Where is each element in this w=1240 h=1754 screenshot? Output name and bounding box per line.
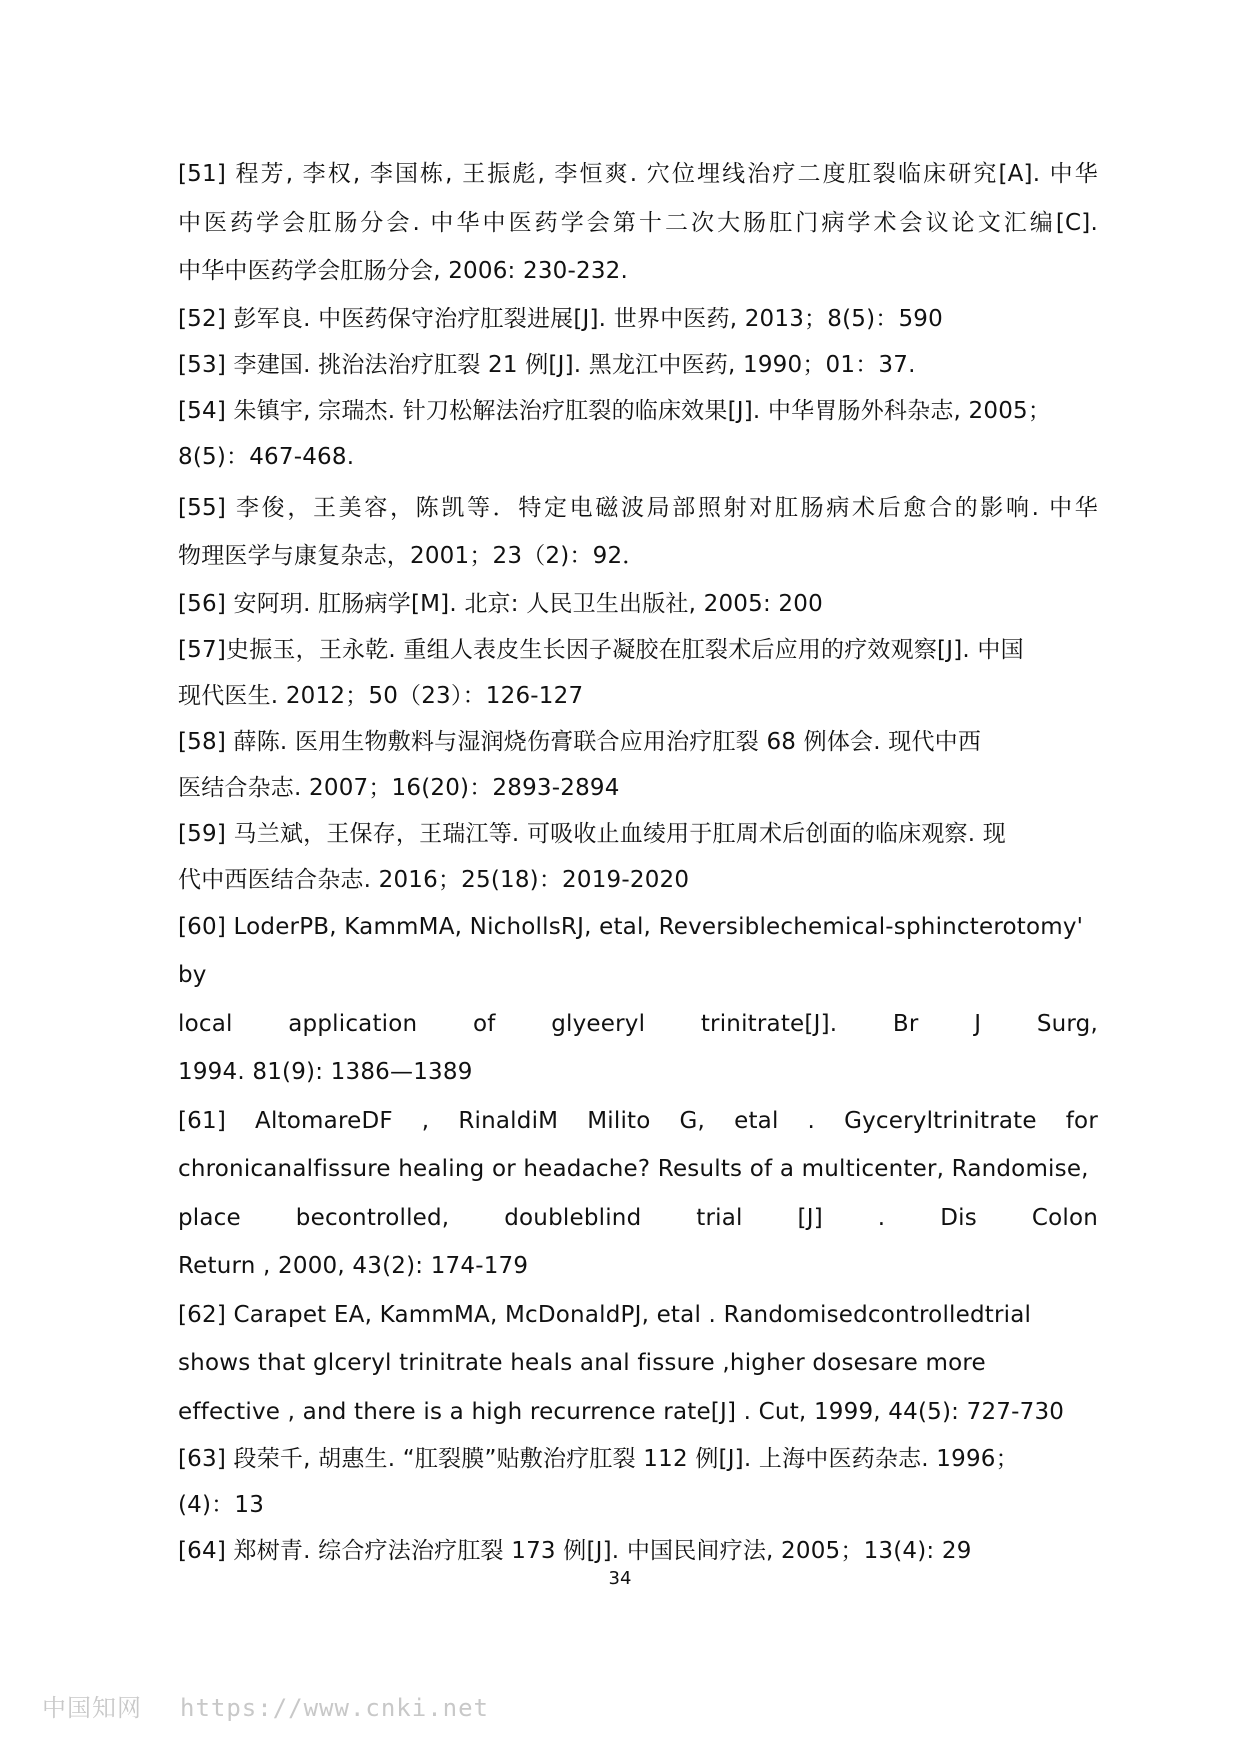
- reference-line: chronicanalfissure healing or headache? Results of a multicenter, Randomise,: [178, 1156, 1089, 1182]
- reference-line: shows that glceryl trinitrate heals anal fissure ,higher dosesare more: [178, 1350, 986, 1376]
- reference-62: [178, 1291, 1098, 1437]
- reference-56: [178, 581, 1098, 627]
- reference-line: effective , and there is a high recurrence rate[J] . Cut, 1999, 44(5): 727-730: [178, 1398, 1065, 1425]
- reference-line: [56] 安阿玥. 肛肠病学[M]. 北京: 人民卫生出版社, 2005: 200: [178, 590, 823, 617]
- reference-line: [57]史振玉，王永乾. 重组人表皮生长因子凝胶在肛裂术后应用的疗效观察[J]. 中国: [178, 636, 1024, 663]
- reference-list: [178, 150, 1098, 1574]
- reference-line: [55] 李俊，王美容，陈凯等．特定电磁波局部照射对肛肠病术后愈合的影响. 中华: [178, 494, 1098, 521]
- watermark-url: https://www.cnki.net: [180, 1694, 489, 1722]
- reference-line: [58] 薛陈. 医用生物敷料与湿润烧伤膏联合应用治疗肛裂 68 例体会. 现代中西: [178, 728, 982, 755]
- reference-55: [178, 484, 1098, 581]
- page-number: 34: [608, 1568, 632, 1589]
- reference-line: [62] Carapet EA, KammMA, McDonaldPJ, etal . Randomisedcontrolledtrial: [178, 1301, 1032, 1328]
- reference-59: [178, 811, 1098, 903]
- reference-line: 中华中医药学会肛肠分会, 2006: 230-232.: [178, 258, 629, 284]
- reference-line: [60] LoderPB, KammMA, NichollsRJ, etal, Reversiblechemical-sphincterotomy' by: [178, 913, 1084, 988]
- reference-58: [178, 719, 1098, 811]
- reference-line: [51] 程芳, 李权, 李国栋, 王振彪, 李恒爽. 穴位埋线治疗二度肛裂临床研究[A]. 中华: [178, 161, 1098, 187]
- reference-line: Return , 2000, 43(2): 174-179: [178, 1253, 529, 1279]
- reference-line: [53] 李建国. 挑治法治疗肛裂 21 例[J]. 黑龙江中医药, 1990；01：37.: [178, 351, 916, 378]
- watermark-site-name: 中国知网: [42, 1694, 142, 1722]
- reference-line: [54] 朱镇宇, 宗瑞杰. 针刀松解法治疗肛裂的临床效果[J]. 中华胃肠外科杂志, 2005；: [178, 397, 1052, 424]
- reference-line: 医结合杂志. 2007；16(20)：2893-2894: [178, 774, 620, 801]
- reference-line: place becontrolled, doubleblind trial [J] . Dis Colon: [178, 1204, 1098, 1231]
- reference-53: [178, 342, 1098, 388]
- reference-51: [178, 150, 1098, 296]
- reference-line: [59] 马兰斌，王保存，王瑞江等. 可吸收止血绫用于肛周术后创面的临床观察. 现: [178, 820, 1006, 847]
- reference-57: [178, 627, 1098, 719]
- reference-line: [63] 段荣千, 胡惠生. “肛裂膜”贴敷治疗肛裂 112 例[J]. 上海中医药杂志. 1996；: [178, 1446, 1019, 1472]
- reference-line: 8(5)：467-468.: [178, 443, 355, 470]
- reference-line: (4)：13: [178, 1492, 265, 1518]
- reference-60: [178, 903, 1098, 1097]
- reference-line: [52] 彭军良. 中医药保守治疗肛裂进展[J]. 世界中医药, 2013；8(5)：590: [178, 305, 943, 332]
- reference-line: [64] 郑树青. 综合疗法治疗肛裂 173 例[J]. 中国民间疗法, 2005；13(4): 29: [178, 1538, 972, 1564]
- reference-54: [178, 388, 1098, 480]
- reference-line: [61] AltomareDF , RinaldiM Milito G, etal . Gyceryltrinitrate for: [178, 1107, 1098, 1134]
- reference-line: 代中西医结合杂志. 2016；25(18)：2019-2020: [178, 866, 690, 893]
- reference-63: [178, 1436, 1098, 1528]
- reference-line: 现代医生. 2012；50（23）：126-127: [178, 682, 584, 709]
- reference-line: 物理医学与康复杂志，2001；23（2)：92．: [178, 543, 646, 569]
- reference-line: 中医药学会肛肠分会. 中华中医药学会第十二次大肠肛门病学术会议论文汇编[C].: [178, 209, 1098, 236]
- reference-52: [178, 296, 1098, 342]
- reference-61: [178, 1097, 1098, 1291]
- reference-line: local application of glyeeryl trinitrate[J]. Br J Surg,: [178, 1010, 1098, 1037]
- reference-line: 1994. 81(9): 1386—1389: [178, 1059, 473, 1085]
- cnki-watermark: [42, 1688, 489, 1723]
